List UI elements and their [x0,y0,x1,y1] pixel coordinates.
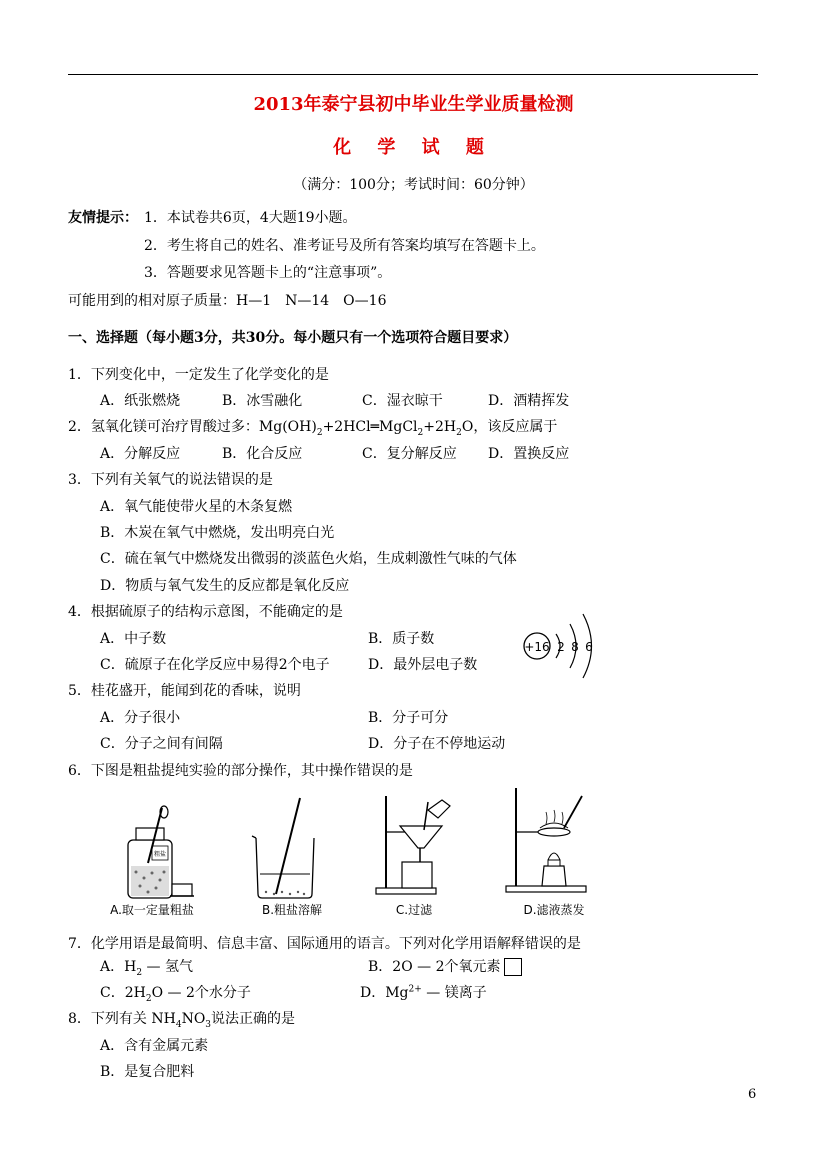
figure-a-label: A.取一定量粗盐 [110,903,194,917]
q8-option-a: A．含有金属元素 [100,1038,209,1054]
blank-box [504,958,522,976]
q4-option-a: A．中子数 [100,631,167,647]
sulfur-atom-diagram [520,598,610,688]
section-heading: 一、选择题（每小题3分，共30分。每小题只有一个选项符合题目要求） [68,330,518,346]
q3-stem: 3．下列有关氧气的说法错误的是 [68,472,273,488]
header-rule [68,74,758,75]
shell-1-count: 2 [557,640,565,654]
q7-option-b: B．2O — 2个氧元素 [368,956,522,976]
tip-item-3: 3．答题要求见答题卡上的“注意事项”。 [144,265,392,281]
figure-b-label: B.粗盐溶解 [261,903,323,917]
exam-title: 2013年泰宁县初中毕业生学业质量检测 [253,94,574,115]
q5-stem: 5．桂花盛开，能闻到花的香味，说明 [68,683,301,699]
q2-option-c: C．复分解反应 [362,446,457,462]
q4-option-d: D．最外层电子数 [368,657,478,673]
q3-option-c: C．硫在氧气中燃烧发出微弱的淡蓝色火焰，生成刺激性气味的气体 [100,551,517,567]
q3-option-b: B．木炭在氧气中燃烧，发出明亮白光 [100,525,335,541]
tip-item-2: 2．考生将自己的姓名、准考证号及所有答案均填写在答题卡上。 [144,238,545,254]
q7-option-d: D．$Mg^{2+}$ — 镁离子 [360,984,487,1001]
exam-meta: （满分：100分；考试时间：60分钟） [293,177,534,193]
figure-c-filter [372,788,482,918]
subject-title: 化 学 试 题 [333,137,494,158]
shell-2-count: 8 [571,640,579,654]
q1-option-c: C．湿衣晾干 [362,393,443,409]
shell-3-count: 6 [585,640,593,654]
q1-option-d: D．酒精挥发 [488,393,570,409]
atomic-mass-note: 可能用到的相对原子质量：H—1 N—14 O—16 [68,293,387,309]
page-number: 6 [748,1087,757,1102]
q4-option-c: C．硫原子在化学反应中易得2个电子 [100,657,330,673]
q5-option-a: A．分子很小 [100,710,181,726]
figure-c-label: C.过滤 [395,903,433,917]
q5-option-b: B．分子可分 [368,710,449,726]
q4-option-b: B．质子数 [368,631,435,647]
q5-option-d: D．分子在不停地运动 [368,736,506,752]
jar-label: 粗盐 [153,851,167,858]
q6-stem: 6．下图是粗盐提纯实验的部分操作，其中操作错误的是 [68,763,413,779]
figure-a-take-salt [100,788,210,918]
figure-b-dissolve [242,788,342,918]
figure-d-evaporate [502,788,612,918]
tip-item-1: 1．本试卷共6页，4大题19小题。 [144,210,357,226]
q2-option-b: B．化合反应 [222,446,303,462]
q2-option-a: A．分解反应 [100,446,181,462]
q3-option-a: A．氧气能使带火星的木条复燃 [100,499,293,515]
q1-option-a: A．纸张燃烧 [100,393,181,409]
q4-stem: 4．根据硫原子的结构示意图，不能确定的是 [68,604,343,620]
q7-option-c: C．$2H_2O$ — 2个水分子 [100,985,251,1004]
q1-option-b: B．冰雪融化 [222,393,303,409]
q8-option-b: B．是复合肥料 [100,1064,195,1080]
q2-stem: 2．氢氧化镁可治疗胃酸过多：$Mg(OH)_2+2HCl═MgCl_2+2H_2O$，该反应属于 [68,419,558,438]
q7-stem: 7．化学用语是最简明、信息丰富、国际通用的语言。下列对化学用语解释错误的是 [68,936,581,952]
figure-d-label: D.滤液蒸发 [523,903,585,917]
q8-stem: 8．下列有关 $NH_4NO_3$说法正确的是 [68,1011,296,1030]
tips-label: 友情提示： [68,210,138,226]
q7-option-a: A．$H_2$ — 氢气 [100,959,193,978]
nucleus-label: +16 [524,640,550,654]
q2-option-d: D．置换反应 [488,446,570,462]
q3-option-d: D．物质与氧气发生的反应都是氧化反应 [100,578,350,594]
q5-option-c: C．分子之间有间隔 [100,736,223,752]
q1-stem: 1．下列变化中，一定发生了化学变化的是 [68,367,329,383]
